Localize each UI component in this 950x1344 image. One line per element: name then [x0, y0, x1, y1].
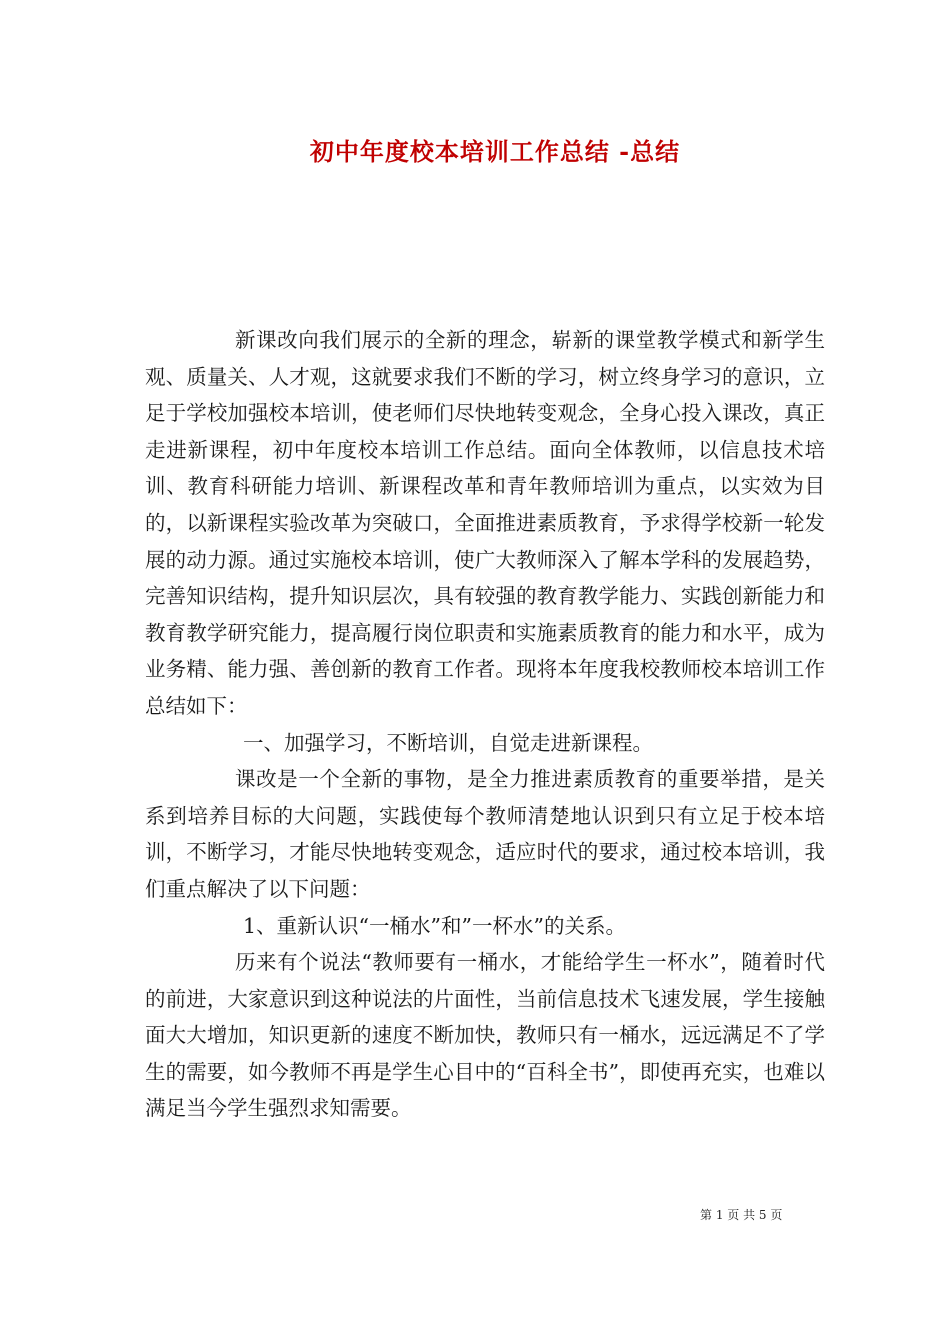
paragraph-section-1: 课改是一个全新的事物，是全力推进素质教育的重要举措，是关系到培养目标的大问题，实践使每个教师清楚地认识到只有立足于校本培训，不断学习，才能尽快地转变观念，适应时代的要求，通过校本培训，我们重点解决了以下问题：: [145, 767, 825, 901]
document-title: 初中年度校本培训工作总结 -总结: [309, 137, 681, 166]
subsection-heading-1: 1、重新认识“一桶水”和”一杯水”的关系。: [243, 913, 626, 938]
paragraph-intro: 新课改向我们展示的全新的理念，崭新的课堂教学模式和新学生观、质量关、人才观，这就要求我们不断的学习，树立终身学习的意识，立足于学校加强校本培训，使老师们尽快地转变观念，全身心投入课改，真正走进新课程，初中年度校本培训工作总结。面向全体教师，以信息技术培训、教育科研能力培训、新课程改革和青年教师培训为重点，以实效为目的，以新课程实验改革为突破口，全面推进素质教育，予求得学校新一轮发展的动力源。通过实施校本培训，使广大教师深入了解本学科的发展趋势，完善知识结构，提升知识层次，具有较强的教育教学能力、实践创新能力和教育教学研究能力，提高履行岗位职责和实施素质教育的能力和水平，成为业务精、能力强、善创新的教育工作者。现将本年度我校教师校本培训工作总结如下：: [145, 328, 825, 718]
document-body: [145, 322, 825, 1127]
page-number: 第 1 页 共 5 页: [700, 1208, 783, 1222]
paragraph-subsection-1: 历来有个说法“教师要有一桶水，才能给学生一杯水”，随着时代的前进，大家意识到这种说法的片面性，当前信息技术飞速发展，学生接触面大大增加，知识更新的速度不断加快，教师只有一桶水，远远满足不了学生的需要，如今教师不再是学生心目中的“百科全书”，即使再充实，也难以满足当今学生强烈求知需要。: [145, 950, 825, 1121]
section-heading-1: 一、加强学习，不断培训，自觉走进新课程。: [243, 730, 653, 755]
